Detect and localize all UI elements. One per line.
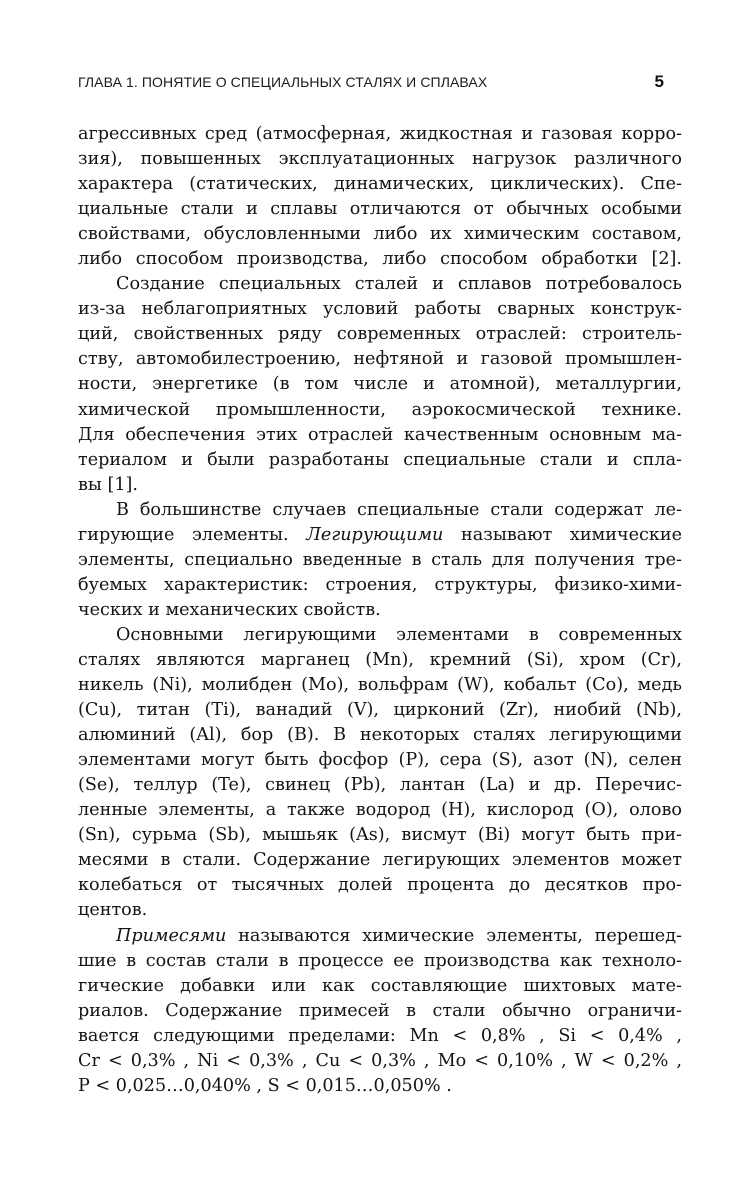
text-line: циальные стали и сплавы отличаются от обычных особыми: [78, 199, 682, 220]
text-line: [78, 924, 682, 949]
text-line: центов.: [78, 900, 148, 921]
paragraph-5: [78, 924, 682, 1099]
text-line: P < 0,025…0,040% , S < 0,015…0,050% .: [78, 1075, 452, 1096]
text-line: (Sn), сурьма (Sb), мышьяк (As), висмут (Bi) могут быть при-: [78, 825, 682, 846]
text-line: элементы, специально введенные в сталь для получения тре-: [78, 549, 682, 570]
text-run: называют химические: [443, 524, 682, 545]
text-line: териалом и были разработаны специальные стали и спла-: [78, 449, 682, 470]
text-line: месями в стали. Содержание легирующих элементов может: [78, 850, 682, 871]
text-line: алюминий (Al), бор (B). В некоторых сталях легирующими: [78, 725, 682, 746]
term-legiruyushchimi: Легирующими: [306, 524, 444, 545]
text-line: из-за неблагоприятных условий работы сварных конструк-: [78, 299, 682, 320]
text-line: колебаться от тысячных долей процента до десятков про-: [78, 875, 682, 896]
text-line: вы [1].: [78, 474, 139, 495]
text-line: ческих и механических свойств.: [78, 599, 381, 620]
text-run: гирующие элементы.: [78, 524, 307, 545]
text-run: называются химические элементы, перешед-: [226, 925, 682, 946]
text-line: В большинстве случаев специальные стали содержат ле-: [116, 499, 682, 520]
text-line: агрессивных сред (атмосферная, жидкостная и газовая корро-: [78, 124, 682, 144]
text-line: химической промышленности, аэрокосмической технике.: [78, 399, 682, 420]
text-line: Создание специальных сталей и сплавов потребовалось: [116, 274, 682, 295]
text-line: Cr < 0,3% , Ni < 0,3% , Cu < 0,3% , Mo < 0,10% , W < 0,2% ,: [78, 1050, 682, 1071]
text-line: характера (статических, динамических, циклических). Спе-: [78, 174, 682, 195]
text-line: [78, 523, 682, 548]
paragraph-2: [78, 272, 682, 497]
text-line: ленные элементы, а также водород (H), кислород (O), олово: [78, 800, 682, 821]
text-line: (Se), теллур (Te), свинец (Pb), лантан (La) и др. Перечис-: [78, 775, 682, 796]
text-line: сталях являются марганец (Mn), кремний (Si), хром (Cr),: [78, 649, 682, 670]
paragraph-1: [78, 122, 682, 272]
page-body: [78, 122, 682, 1099]
page-number: 5: [654, 72, 664, 91]
text-line: Основными легирующими элементами в современных: [116, 624, 682, 645]
text-line: никель (Ni), молибден (Mo), вольфрам (W), кобальт (Co), медь: [78, 675, 682, 696]
text-line: буемых характеристик: строения, структуры, физико-хими-: [78, 574, 682, 595]
running-header: [78, 72, 678, 96]
text-line: ству, автомобилестроению, нефтяной и газовой промышлен-: [78, 349, 682, 370]
text-line: зия), повышенных эксплуатационных нагрузок различного: [78, 149, 682, 170]
term-primesyami: Примесями: [116, 925, 227, 946]
paragraph-3: [78, 498, 682, 623]
text-line: ности, энергетике (в том числе и атомной), металлургии,: [78, 374, 682, 395]
text-line: риалов. Содержание примесей в стали обычно ограничи-: [78, 1000, 682, 1021]
text-line: гические добавки или как составляющие шихтовых мате-: [78, 975, 682, 996]
text-line: шие в состав стали в процессе ее производства как техноло-: [78, 950, 682, 971]
text-line: либо способом производства, либо способом обработки [2].: [78, 249, 682, 270]
paragraph-4: [78, 623, 682, 924]
chapter-title: ГЛАВА 1. ПОНЯТИЕ О СПЕЦИАЛЬНЫХ СТАЛЯХ И СПЛАВАХ: [78, 74, 488, 90]
text-line: элементами могут быть фосфор (P), сера (S), азот (N), селен: [78, 750, 682, 771]
text-line: ций, свойственных ряду современных отраслей: строитель-: [78, 324, 682, 345]
text-line: Для обеспечения этих отраслей качественным основным ма-: [78, 424, 682, 445]
text-line: вается следующими пределами: Mn < 0,8% , Si < 0,4% ,: [78, 1025, 682, 1046]
text-line: (Cu), титан (Ti), ванадий (V), цирконий (Zr), ниобий (Nb),: [78, 700, 682, 721]
text-line: свойствами, обусловленными либо их химическим составом,: [78, 224, 682, 245]
